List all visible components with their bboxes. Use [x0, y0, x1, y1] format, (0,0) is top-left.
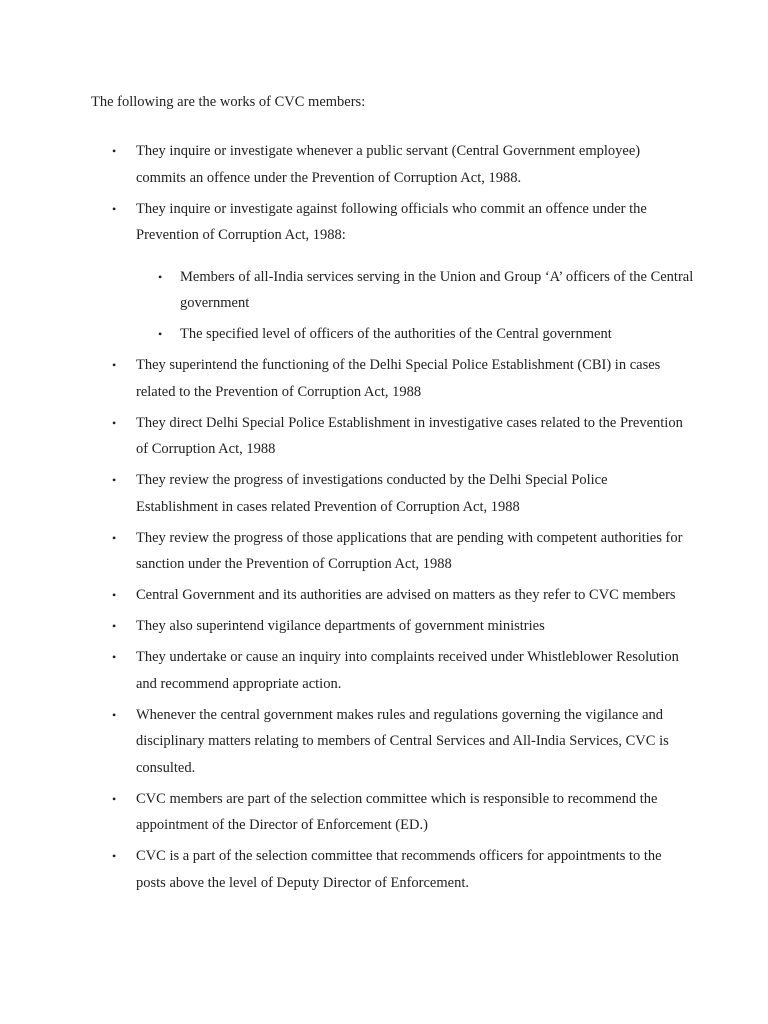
list-item-text: Whenever the central government makes rules and regulations governing the vigilance and disciplinary matters relating to members of Central Services and All-India Services, CVC is consulted.: [136, 706, 669, 776]
sub-list-item: [136, 264, 698, 317]
intro-text: The following are the works of CVC members:: [91, 94, 366, 110]
list-item: [0, 410, 768, 463]
list-item: [0, 138, 768, 191]
sub-list-item-text: Members of all-India services serving in the Union and Group ‘A’ officers of the Central government: [180, 268, 694, 311]
list-item: [0, 352, 768, 405]
list-item-text: CVC is a part of the selection committee that recommends officers for appointments to the posts above the level of Deputy Director of Enforcement.: [136, 848, 662, 891]
list-item: [0, 786, 768, 839]
list-item-text: They superintend the functioning of the Delhi Special Police Establishment (CBI) in cases related to the Prevention of Corruption Act, 1988: [136, 357, 661, 400]
list-item: [0, 467, 768, 520]
list-item: [0, 843, 768, 896]
list-item-text: They review the progress of those applications that are pending with competent authorities for sanction under the Prevention of Corruption Act, 1988: [136, 529, 683, 572]
list-item-text: They also superintend vigilance departments of government ministries: [136, 618, 545, 634]
list-item: [0, 613, 768, 640]
sub-list-item: [136, 321, 698, 348]
list-item: [0, 582, 768, 609]
list-item: [0, 702, 768, 782]
cvc-functions-list: [0, 138, 768, 901]
list-item: [0, 525, 768, 578]
list-item-text: CVC members are part of the selection committee which is responsible to recommend the appointment of the Director of Enforcement (ED.): [136, 790, 658, 833]
list-item-text: They inquire or investigate against following officials who commit an offence under the Prevention of Corruption Act, 1988:: [136, 200, 647, 243]
list-item-text: They direct Delhi Special Police Establishment in investigative cases related to the Prevention of Corruption Act, 1988: [136, 414, 683, 457]
list-item-text: Central Government and its authorities are advised on matters as they refer to CVC members: [136, 587, 676, 603]
list-item-text: They inquire or investigate whenever a public servant (Central Government employee) commits an offence under the Prevention of Corruption Act, 1988.: [136, 143, 641, 186]
officials-sublist: [136, 264, 694, 348]
list-item: [0, 644, 768, 697]
sub-list-item-text: The specified level of officers of the authorities of the Central government: [180, 326, 612, 342]
list-item-text: They undertake or cause an inquiry into complaints received under Whistleblower Resolution and recommend appropriate action.: [136, 649, 679, 692]
list-item-text: They review the progress of investigations conducted by the Delhi Special Police Establishment in cases related Prevention of Corruption Act, 1988: [136, 472, 608, 515]
list-item: [0, 196, 768, 348]
